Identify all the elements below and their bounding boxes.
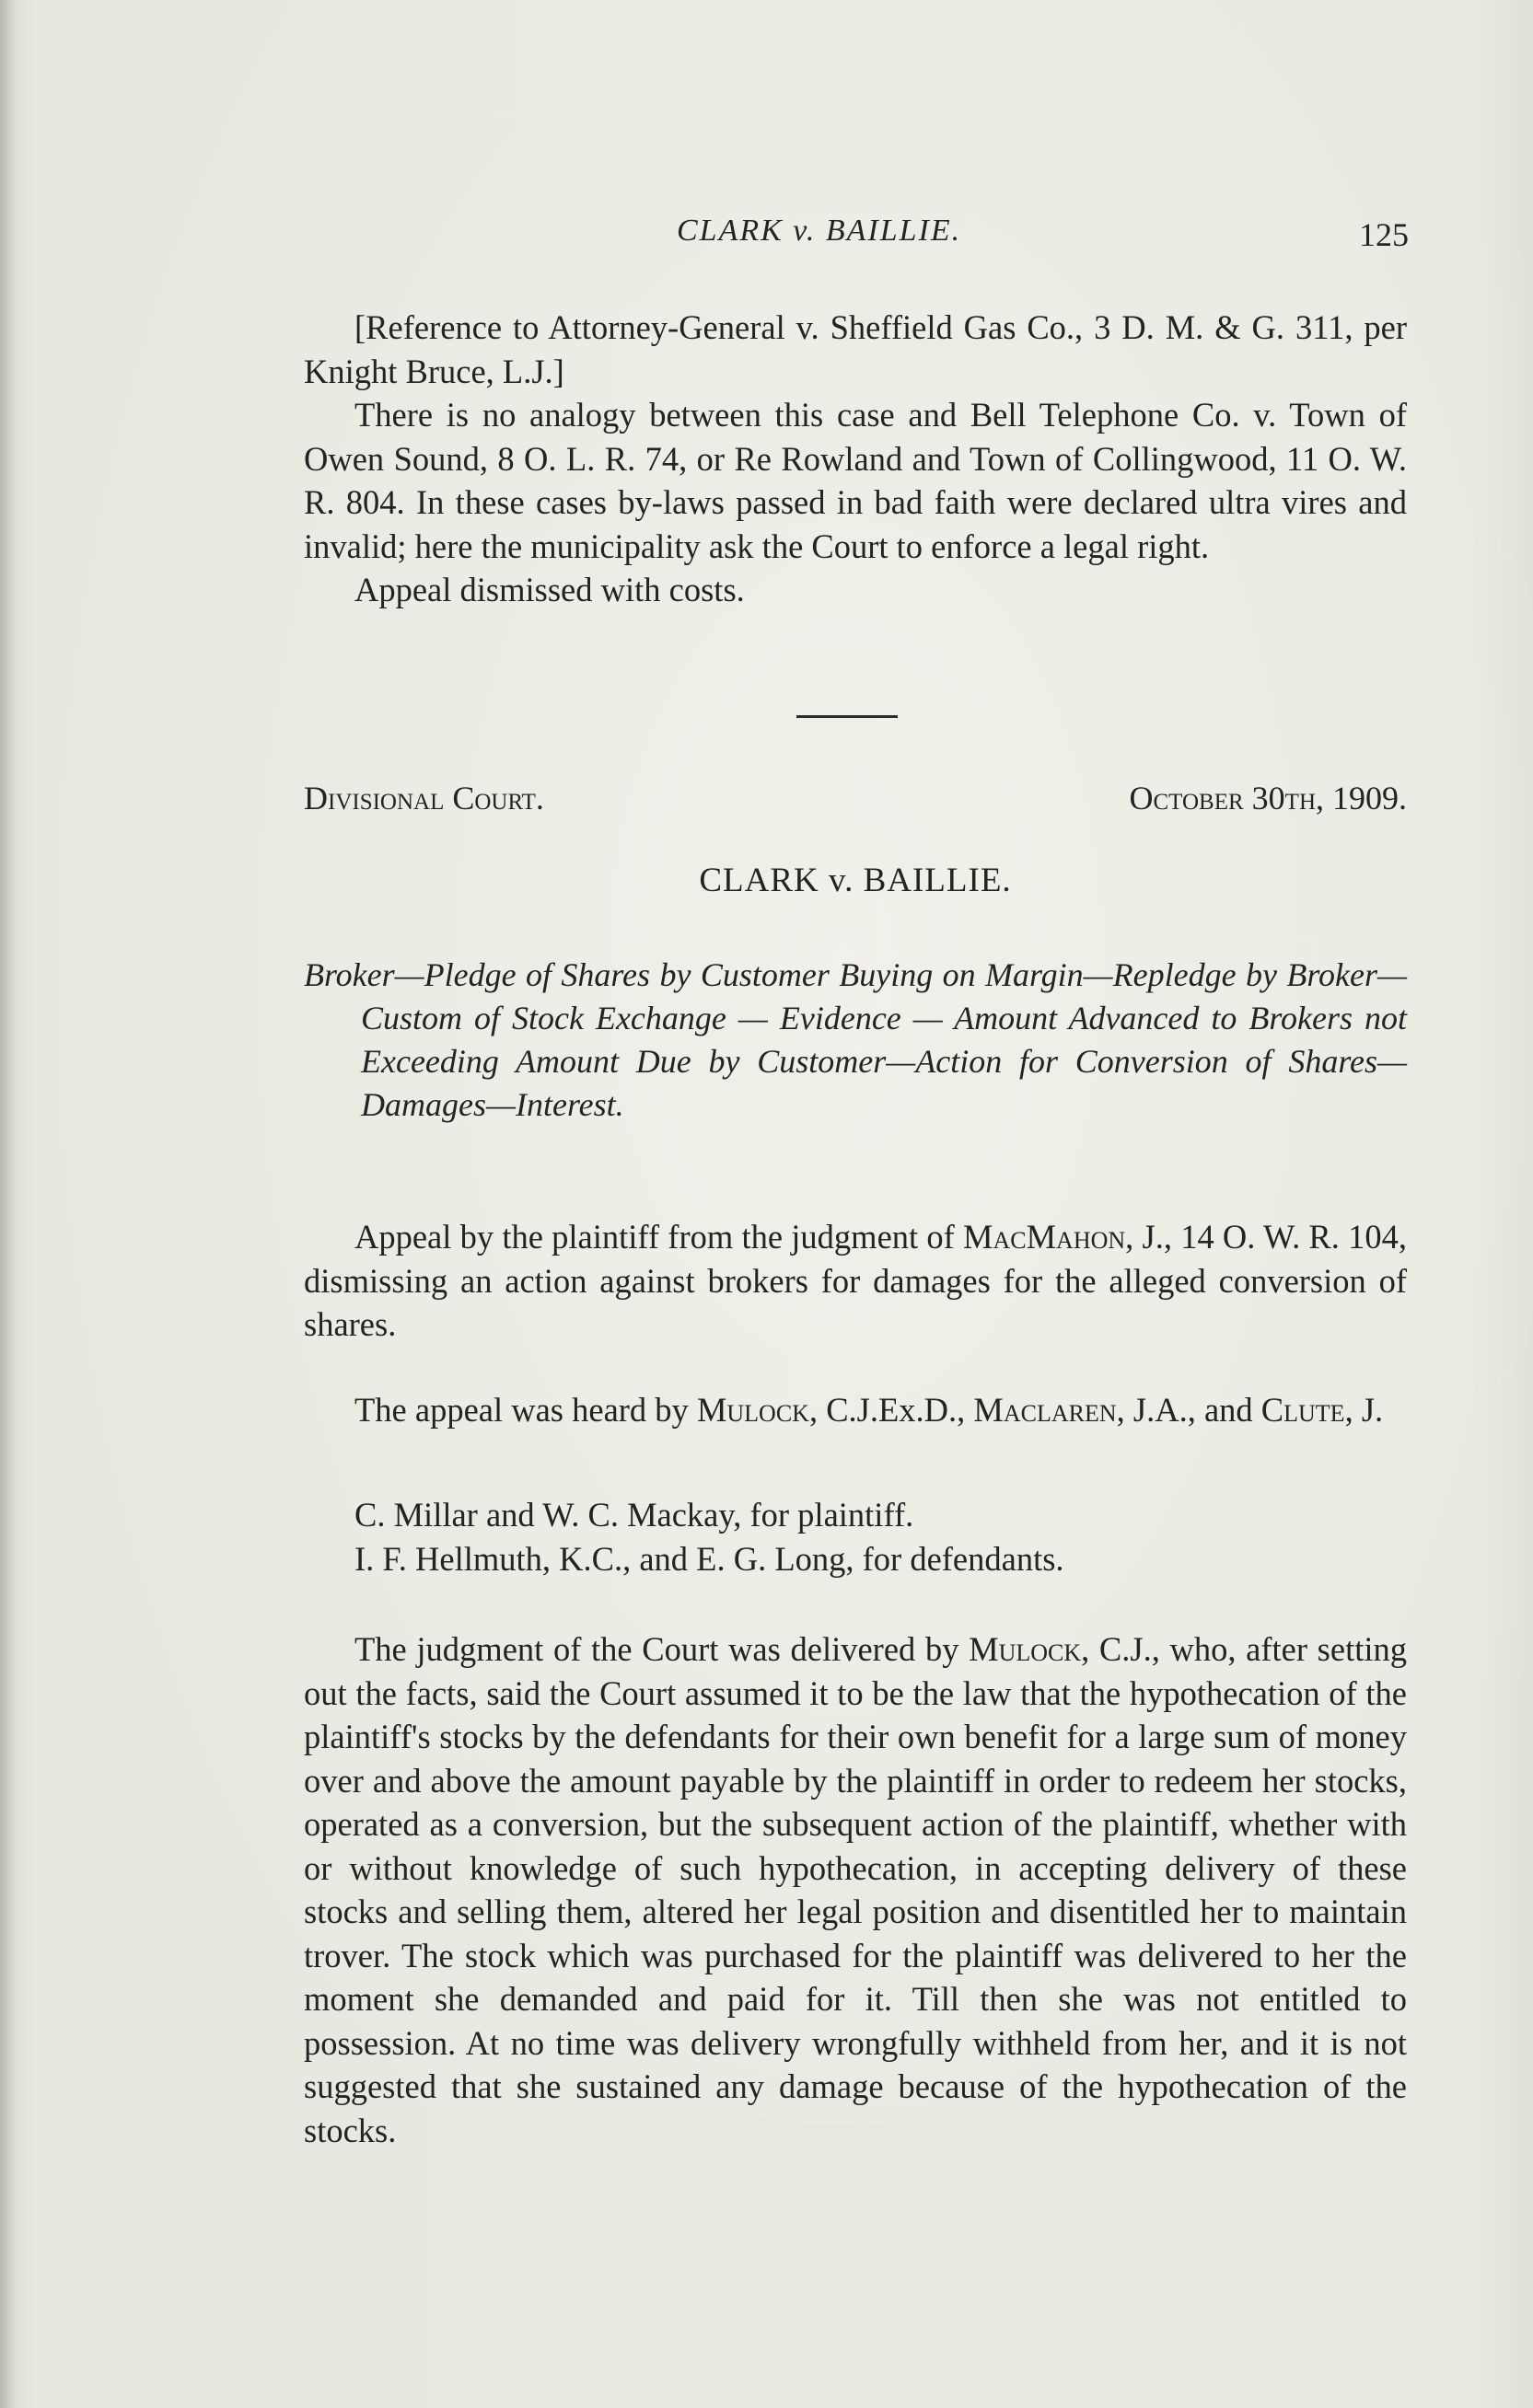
judge-name-1: Mulock: [696, 1391, 809, 1429]
section-divider: [796, 715, 898, 718]
disposition-paragraph: Appeal dismissed with costs.: [354, 571, 745, 608]
running-head: [304, 214, 1409, 260]
hearing-text: The appeal was heard by Mulock, C.J.Ex.D., Maclaren, J.A., and Clute, J.: [354, 1391, 1384, 1429]
counsel-plaintiff: [304, 1493, 1407, 1537]
court-line: [304, 779, 1407, 825]
running-title: CLARK v. BAILLIE.: [677, 214, 962, 248]
analogy-paragraph: There is no analogy between this case and Bell Telephone Co. v. Town of Owen Sound, 8 O. L. R. 74, or Re Rowland and Town of Collingwood, 11 O. W. R. 804. In these cases by-laws passed in bad faith were declared ultra vires and invalid; here the municipality ask the Court to enforce a legal right.: [304, 396, 1407, 565]
decision-date: October 30th, 1909.: [1129, 780, 1407, 816]
hearing-paragraph: [304, 1388, 1407, 1432]
counsel-plaintiff-text: C. Millar and W. C. Mackay, for plaintiff.: [354, 1496, 914, 1534]
judgment-paragraph: [304, 1627, 1407, 2152]
counsel-defendants-text: I. F. Hellmuth, K.C., and E. G. Long, for defendants.: [354, 1540, 1064, 1578]
case-title: CLARK v. BAILLIE.: [699, 862, 1012, 899]
judge-name-2: Maclaren: [973, 1391, 1117, 1429]
appeal-text: Appeal by the plaintiff from the judgment of MacMahon, J., 14 O. W. R. 104, dismissing an action against brokers for damages for the alleged conversion of shares.: [304, 1218, 1407, 1343]
headnote: Broker—Pledge of Shares by Customer Buying on Margin—Repledge by Broker—Custom of Stock Exchange — Evidence — Amount Advanced to Brokers not Exceeding Amount Due by Customer—Action for Conversion of Shares—Damages—Interest.: [304, 956, 1407, 1123]
appeal-paragraph: [304, 1215, 1407, 1347]
reference-paragraph: [Reference to Attorney-General v. Sheffield Gas Co., 3 D. M. & G. 311, per Knight Bruce, L.J.]: [304, 308, 1407, 390]
delivering-judge-name: Mulock: [969, 1630, 1082, 1668]
gutter-shadow: [0, 0, 17, 2408]
judgment-text: The judgment of the Court was delivered by Mulock, C.J., who, after setting out the facts, said the Court assumed it to be the law that the hypothecation of the plaintiff's stocks by the defendants for their own benefit for a large sum of money over and above the amount payable by the plaintiff in order to redeem her stocks, operated as a conversion, but the subsequent action of the plaintiff, whether with or without knowledge of such hypothecation, in accepting delivery of these stocks and selling them, altered her legal position and disentitled her to maintain trover. The stock which was purchased for the plaintiff was delivered to her the moment she demanded and paid for it. Till then she was not entitled to possession. At no time was delivery wrongfully withheld from her, and it is not suggested that she sustained any damage because of the hypothecation of the stocks.: [304, 1630, 1408, 2149]
page-number: 125: [1359, 216, 1409, 253]
counsel-defendants: [304, 1537, 1407, 1581]
top-paragraphs: [304, 306, 1407, 612]
trial-judge-name: MacMahon: [963, 1218, 1126, 1256]
court-name: Divisional Court.: [304, 780, 544, 816]
judge-name-3: Clute: [1260, 1391, 1345, 1429]
